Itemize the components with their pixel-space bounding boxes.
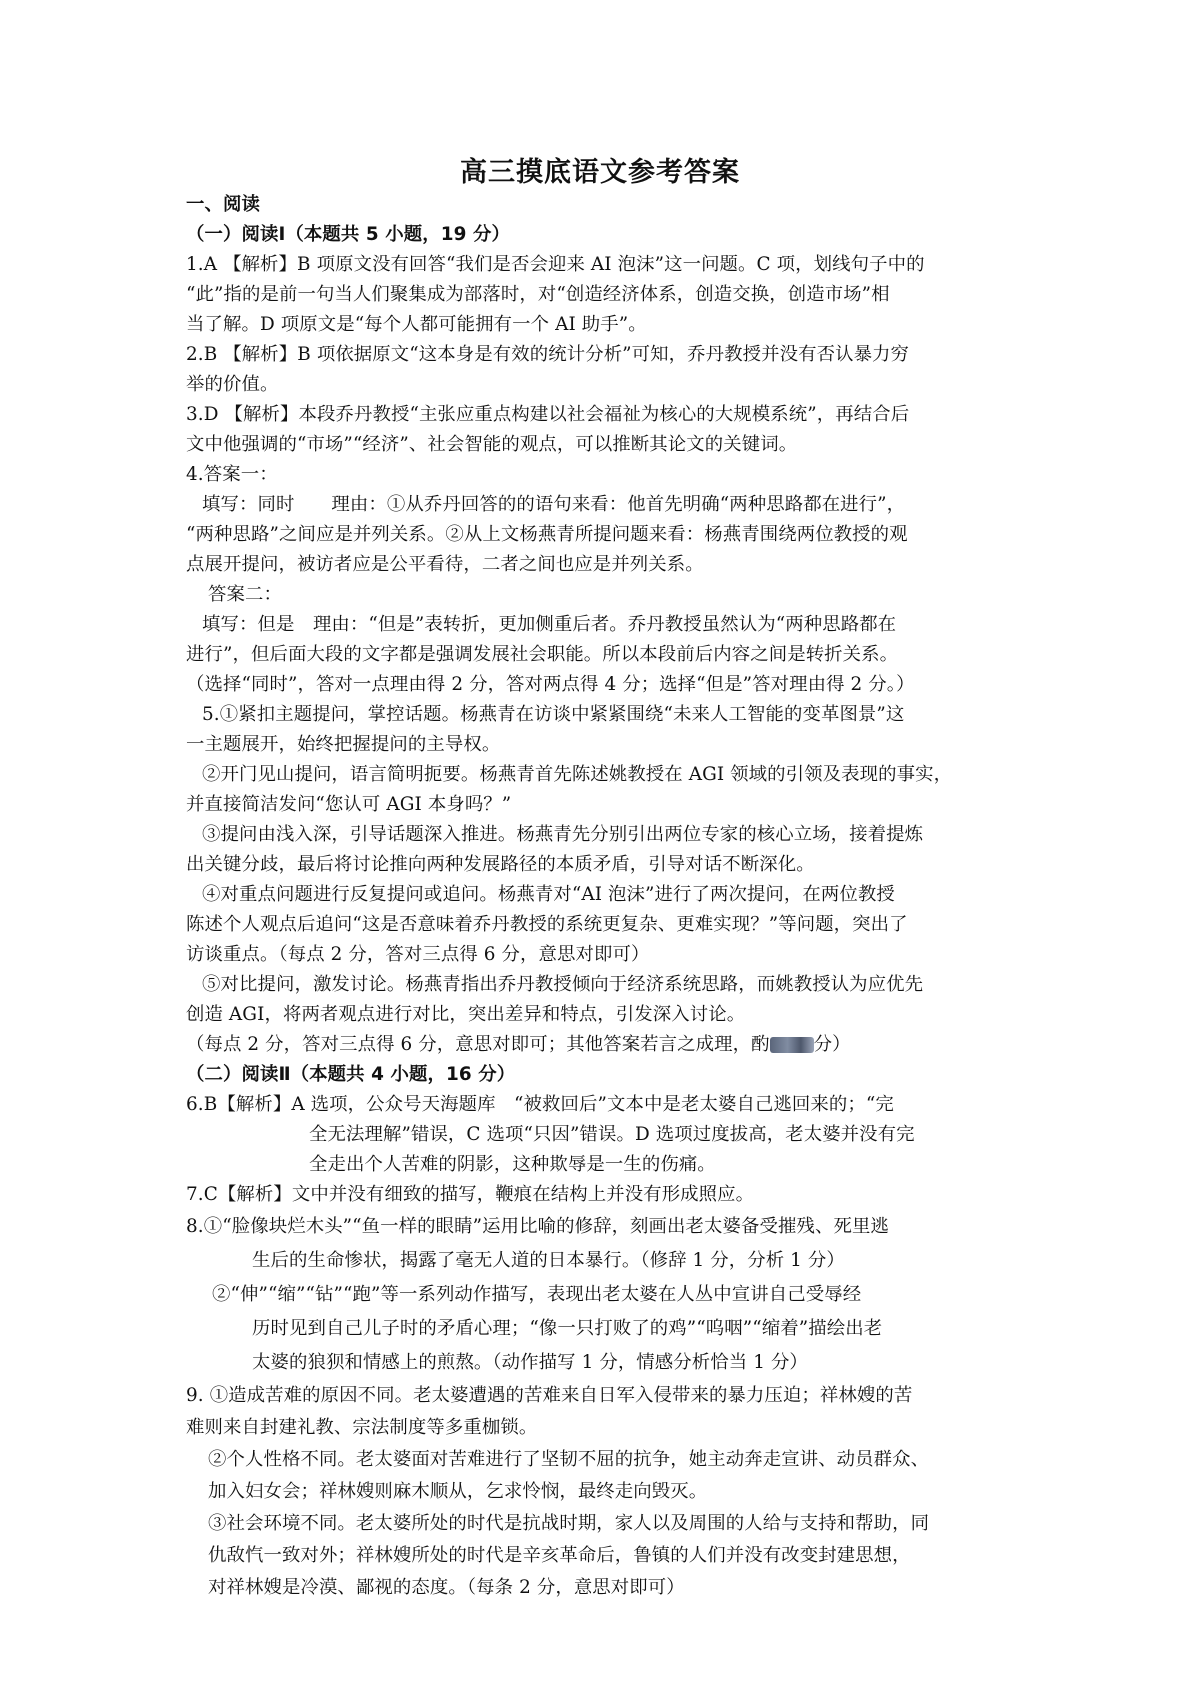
- text-line: 全无法理解”错误，C 选项“只因”错误。D 选项过度拔高，老太婆并没有完: [309, 1124, 915, 1145]
- text-line: 答案二：: [208, 584, 282, 605]
- answer-q5: [186, 700, 1046, 1060]
- text-line: [186, 1030, 1046, 1060]
- text-line: 填写：同时 理由：①从乔丹回答的的语句来看：他首先明确“两种思路都在进行”，: [202, 494, 906, 515]
- text-line: 2.B 【解析】B 项依据原文“这本身是有效的统计分析”可知，乔丹教授并没有否认暴力穷: [186, 344, 910, 365]
- text-line: 5.①紧扣主题提问，掌控话题。杨燕青在访谈中紧紧围绕“未来人工智能的变革图景”这: [202, 704, 905, 725]
- text-line: 仇敌忾一致对外；祥林嫂所处的时代是辛亥革命后，鲁镇的人们并没有改变封建思想，: [208, 1545, 911, 1566]
- text-fragment: （每点 2 分，答对三点得 6 分，意思对即可；其他答案若言之成理，酌: [186, 1034, 770, 1055]
- answer-q3: [186, 400, 1046, 460]
- text-line: 6.B【解析】A 选项，公众号天海题库 “被救回后”文本中是老太婆自己逃回来的；“完: [186, 1094, 894, 1115]
- section-heading-reading: 一、阅读: [186, 194, 260, 215]
- text-line: “两种思路”之间应是并列关系。②从上文杨燕青所提问题来看：杨燕青围绕两位教授的观: [186, 524, 908, 545]
- answer-q1: [186, 250, 1046, 340]
- text-line: 文中他强调的“市场”“经济”、社会智能的观点，可以推断其论文的关键词。: [186, 434, 798, 455]
- text-line: 陈述个人观点后追问“这是否意味着乔丹教授的系统更复杂、更难实现？”等问题，突出了: [186, 914, 908, 935]
- text-line: 难则来自封建礼教、宗法制度等多重枷锁。: [186, 1417, 538, 1438]
- text-line: 出关键分歧，最后将讨论推向两种发展路径的本质矛盾，引导对话不断深化。: [186, 854, 815, 875]
- text-line: ②个人性格不同。老太婆面对苦难进行了坚韧不屈的抗争，她主动奔走宣讲、动员群众、: [208, 1449, 930, 1470]
- text-line: ③社会环境不同。老太婆所处的时代是抗战时期，家人以及周围的人给与支持和帮助，同: [208, 1513, 930, 1534]
- answer-q4: [186, 460, 1046, 700]
- text-line: 当了解。D 项原文是“每个人都可能拥有一个 AI 助手”。: [186, 314, 647, 335]
- text-line: 填写：但是 理由：“但是”表转折，更加侧重后者。乔丹教授虽然认为“两种思路都在: [202, 614, 897, 635]
- page-title: 高三摸底语文参考答案: [460, 157, 740, 188]
- answer-q6: [186, 1090, 1046, 1180]
- text-line: 并直接简洁发问“您认可 AGI 本身吗？”: [186, 794, 512, 815]
- text-line: 加入妇女会；祥林嫂则麻木顺从，乞求怜悯，最终走向毁灭。: [208, 1481, 708, 1502]
- answer-q7: 7.C【解析】文中并没有细致的描写，鞭痕在结构上并没有形成照应。: [186, 1184, 755, 1205]
- text-line: “此”指的是前一句当人们聚集成为部落时，对“创造经济体系，创造交换，创造市场”相: [186, 284, 890, 305]
- answer-q9: [186, 1380, 1046, 1604]
- text-line: 进行”，但后面大段的文字都是强调发展社会职能。所以本段前后内容之间是转折关系。: [186, 644, 899, 665]
- text-line: 对祥林嫂是冷漠、鄙视的态度。（每条 2 分，意思对即可）: [208, 1577, 685, 1598]
- text-line: ②“伸”“缩”“钻”“跑”等一系列动作描写，表现出老太婆在人丛中宣讲自己受辱经: [212, 1284, 862, 1305]
- answer-content: [186, 190, 1046, 1604]
- text-line: 太婆的狼狈和情感上的煎熬。（动作描写 1 分，情感分析恰当 1 分）: [252, 1352, 808, 1373]
- text-line: 1.A 【解析】B 项原文没有回答“我们是否会迎来 AI 泡沫”这一问题。C 项，划线句子中的: [186, 254, 925, 275]
- text-fragment: 分）: [813, 1034, 851, 1055]
- text-line: 创造 AGI，将两者观点进行对比，突出差异和特点，引发深入讨论。: [186, 1004, 746, 1025]
- text-line: （选择“同时”，答对一点理由得 2 分，答对两点得 4 分；选择“但是”答对理由得 2 分。）: [186, 674, 915, 695]
- text-line: 举的价值。: [186, 374, 279, 395]
- text-line: ③提问由浅入深，引导话题深入推进。杨燕青先分别引出两位专家的核心立场，接着提炼: [202, 824, 924, 845]
- text-line: 一主题展开，始终把握提问的主导权。: [186, 734, 501, 755]
- text-line: 点展开提问，被访者应是公平看待，二者之间也应是并列关系。: [186, 554, 704, 575]
- text-line: 3.D 【解析】本段乔丹教授“主张应重点构建以社会福祉为核心的大规模系统”，再结合后: [186, 404, 910, 425]
- answer-q2: [186, 340, 1046, 400]
- text-line: 历时见到自己儿子时的矛盾心理；“像一只打败了的鸡”“呜咽”“缩着”描绘出老: [252, 1318, 883, 1339]
- text-line: 生后的生命惨状，揭露了毫无人道的日本暴行。（修辞 1 分，分析 1 分）: [252, 1250, 845, 1271]
- text-line: 全走出个人苦难的阴影，这种欺辱是一生的伤痛。: [309, 1154, 716, 1175]
- text-line: 8.①“脸像块烂木头”“鱼一样的眼睛”运用比喻的修辞，刻画出老太婆备受摧残、死里逃: [186, 1216, 889, 1237]
- subsection-heading-reading-1: （一）阅读Ⅰ（本题共 5 小题，19 分）: [186, 224, 511, 245]
- answer-q8: [186, 1210, 1046, 1380]
- text-line: 访谈重点。（每点 2 分，答对三点得 6 分，意思对即可）: [186, 944, 650, 965]
- text-line: ④对重点问题进行反复提问或追问。杨燕青对“AI 泡沫”进行了两次提问，在两位教授: [202, 884, 895, 905]
- text-line: 4.答案一：: [186, 464, 278, 485]
- subsection-heading-reading-2: （二）阅读Ⅱ（本题共 4 小题，16 分）: [186, 1064, 516, 1085]
- text-line: ②开门见山提问，语言简明扼要。杨燕青首先陈述姚教授在 AGI 领域的引领及表现的事实，: [202, 764, 953, 785]
- text-line: 9. ①造成苦难的原因不同。老太婆遭遇的苦难来自日军入侵带来的暴力压迫；祥林嫂的苦: [186, 1385, 913, 1406]
- scan-smudge: [770, 1037, 814, 1053]
- text-line: ⑤对比提问，激发讨论。杨燕青指出乔丹教授倾向于经济系统思路，而姚教授认为应优先: [202, 974, 924, 995]
